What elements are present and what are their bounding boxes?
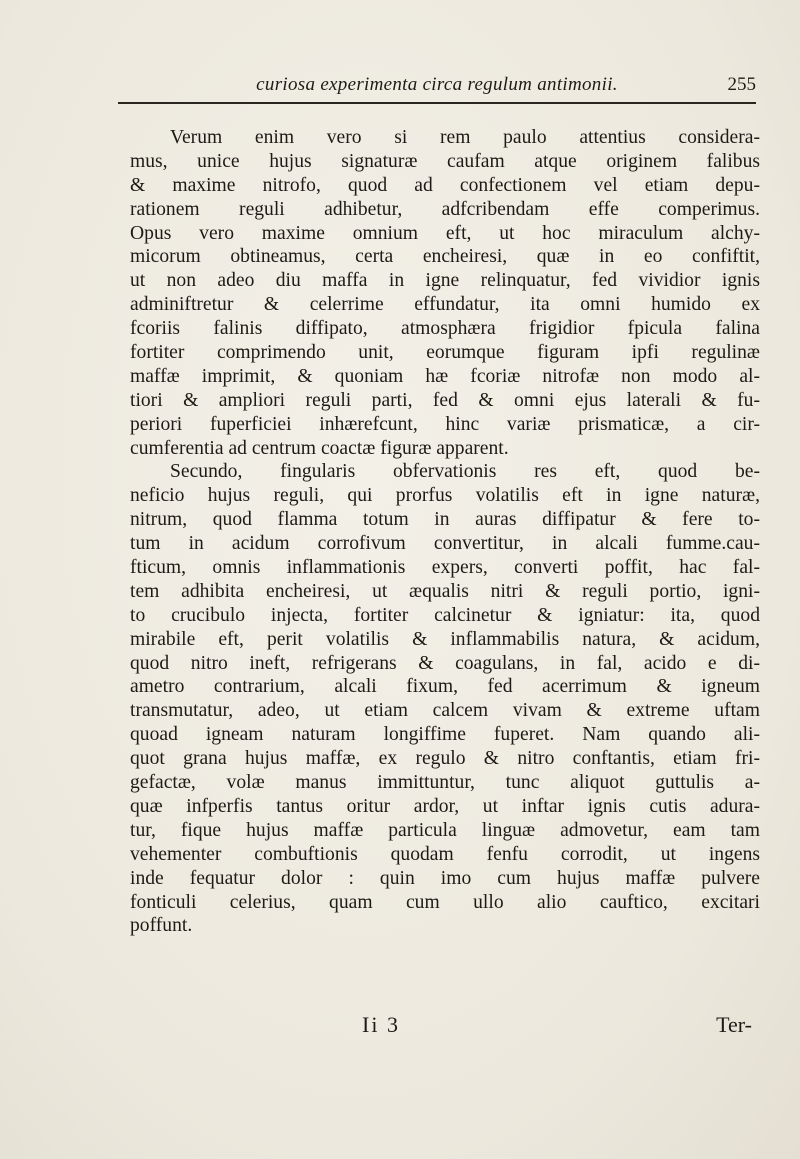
text-line: Secundo, fingularis obfervationis res eft, quod be-	[170, 461, 760, 483]
text-line: ametro contrarium, alcali fixum, fed acerrimum & igneum	[130, 676, 760, 698]
catchword: Ter-	[716, 1012, 752, 1037]
text-line: neficio hujus reguli, qui prorfus volatilis eft in igne naturæ,	[130, 485, 760, 507]
text-body	[130, 126, 760, 938]
text-line: Opus vero maxime omnium eft, ut hoc miraculum alchy-	[130, 222, 760, 244]
text-line: micorum obtineamus, certa encheiresi, quæ in eo confiftit,	[130, 246, 760, 268]
text-line: tiori & ampliori reguli parti, fed & omni ejus laterali & fu-	[130, 389, 760, 411]
text-line: Verum enim vero si rem paulo attentius considera-	[170, 127, 760, 148]
text-line: mirabile eft, perit volatilis & inflammabilis natura, & acidum,	[130, 628, 760, 650]
text-line: inde fequatur dolor : quin imo cum hujus maffæ pulvere	[130, 867, 760, 889]
text-line: quot grana hujus maffæ, ex regulo & nitro conftantis, etiam fri-	[130, 748, 760, 770]
page-number: 255	[727, 74, 756, 95]
running-head	[118, 70, 756, 104]
signature-mark: Ii 3	[362, 1012, 400, 1037]
text-line: cumferentia ad centrum coactæ figuræ apparent.	[130, 437, 509, 459]
running-title: curiosa experimenta circa regulum antimonii.	[256, 74, 618, 95]
text-line: to crucibulo injecta, fortiter calcinetur & igniatur: ita, quod	[130, 604, 760, 626]
text-line: ut non adeo diu maffa in igne relinquatur, fed vividior ignis	[130, 270, 760, 292]
text-line: fticum, omnis inflammationis expers, converti poffit, hac fal-	[130, 557, 760, 579]
text-line: nitrum, quod flamma totum in auras diffipatur & fere to-	[130, 509, 760, 531]
text-line: & maxime nitrofo, quod ad confectionem vel etiam depu-	[130, 174, 760, 196]
page-footer	[130, 1012, 760, 1042]
text-line: quoad igneam naturam longiffime fuperet. Nam quando ali-	[130, 724, 760, 746]
text-line: adminiftretur & celerrime effundatur, ita omni humido ex	[130, 294, 760, 316]
text-line: tum in acidum corrofivum convertitur, in alcali fumme.cau-	[130, 533, 760, 555]
text-line: tur, fique hujus maffæ particula linguæ admovetur, eam tam	[130, 819, 760, 841]
text-line: fonticuli celerius, quam cum ullo alio cauftico, excitari	[130, 891, 760, 913]
text-line: quod nitro ineft, refrigerans & coagulans, in fal, acido e di-	[130, 652, 760, 674]
text-line: mus, unice hujus signaturæ caufam atque originem falibus	[130, 150, 760, 172]
header-rule	[118, 102, 756, 104]
text-line: fcoriis falinis diffipato, atmosphæra frigidior fpicula falina	[130, 318, 760, 340]
text-line: quæ infperfis tantus oritur ardor, ut inftar ignis cutis adura-	[130, 795, 760, 817]
text-line: maffæ imprimit, & quoniam hæ fcoriæ nitrofæ non modo al-	[130, 365, 760, 387]
text-line: transmutatur, adeo, ut etiam calcem vivam & extreme uftam	[130, 700, 760, 722]
text-line: poffunt.	[130, 915, 193, 937]
text-line: fortiter comprimendo unit, eorumque figuram ipfi regulinæ	[130, 342, 760, 364]
text-line: periori fuperficiei inhærefcunt, hinc variæ prismaticæ, a cir-	[130, 413, 760, 435]
text-line: rationem reguli adhibetur, adfcribendam effe comperimus.	[130, 198, 760, 220]
text-line: tem adhibita encheiresi, ut æqualis nitri & reguli portio, igni-	[130, 580, 760, 602]
text-line: vehementer combuftionis quodam fenfu corrodit, ut ingens	[130, 843, 760, 865]
text-line: gefactæ, volæ manus immittuntur, tunc aliquot guttulis a-	[130, 772, 760, 794]
